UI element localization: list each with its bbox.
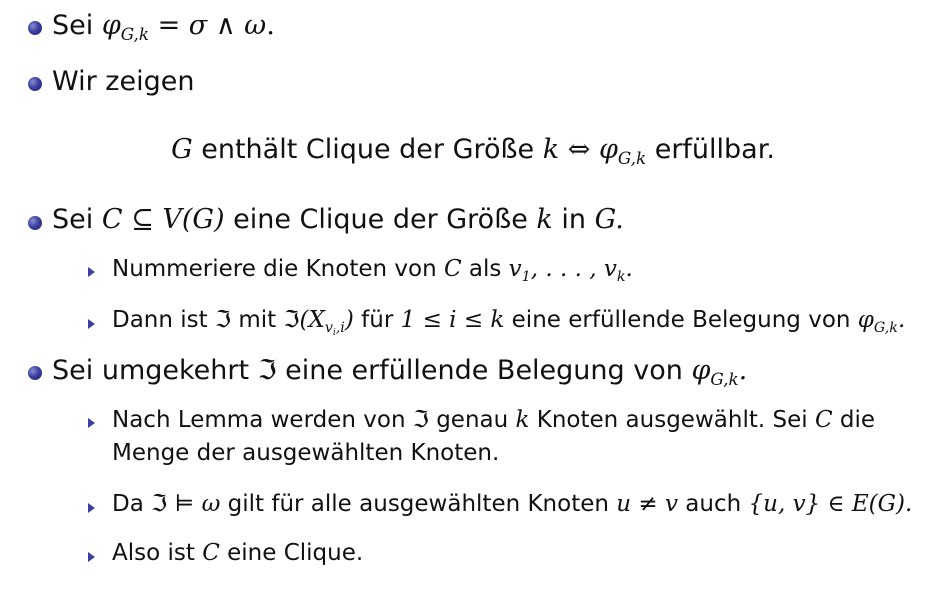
text: auch [685,491,742,517]
subbullet-line-4 [112,491,912,517]
math-expression: $v_1$, . . . , $v_k$. [508,256,633,285]
text: als [468,256,502,282]
text: mit [238,307,277,333]
text: für [361,307,394,333]
math-expression: C [814,407,833,433]
bullet-line-4 [52,355,747,389]
subbullet-icon [88,418,95,428]
text: in [561,204,587,235]
text: Knoten ausgewählt. Sei [536,407,808,433]
text: die [839,407,875,433]
math-expression: $\varphi_{G,k}$ [101,10,149,44]
subbullet-line-3-continued [112,440,499,466]
math-expression: C [202,540,220,566]
bullet-line-2 [52,66,194,97]
math-expression: G. [594,204,624,235]
bullet-icon [28,216,42,230]
text: Sei [52,10,94,41]
math-expression: k [515,407,530,433]
subbullet-line-5 [112,540,363,566]
text: eine erfüllende Belegung von [285,355,683,386]
math-expression: u ≠ v [616,491,678,517]
subbullet-line-3 [112,407,875,433]
bullet-icon [28,366,42,380]
text: Menge der ausgewählten Knoten. [112,440,500,466]
text: Wir zeigen [52,66,195,97]
math-expression: 1 ≤ i ≤ k [400,307,505,333]
text: eine Clique der Größe [233,204,528,235]
subbullet-icon [88,319,95,329]
text: erfüllbar. [654,134,775,165]
subbullet-line-1 [112,256,633,285]
text: Nach Lemma werden von [112,407,406,433]
math-expression: $ℑ(X_{v_i,i})$ [283,307,354,339]
text: Dann ist [112,307,208,333]
math-expression: {u, v} ∈ E(G). [748,491,913,517]
subbullet-icon [88,503,95,513]
subbullet-line-2 [112,307,905,338]
math-expression: ℑ [257,355,277,386]
math-expression: $\varphi_{G,k}$. [857,307,906,336]
text: eine Clique. [227,540,364,566]
math-expression: k [536,204,553,235]
text: genau [436,407,509,433]
text: Sei [52,204,94,235]
math-expression: ℑ ⊨ ω [151,491,221,517]
display-statement [0,134,946,168]
bullet-line-3 [52,204,624,235]
subbullet-icon [88,267,95,277]
math-expression: k [542,134,560,165]
math-expression: G [171,134,193,165]
text: eine erfüllende Belegung von [511,307,851,333]
math-expression: ℑ [412,407,429,433]
text: Da [112,491,144,517]
bullet-icon [28,77,42,91]
math-expression: = σ ∧ ω. [149,10,275,41]
subbullet-icon [88,552,95,562]
text: Also ist [112,540,195,566]
math-expression: C [443,256,462,282]
math-expression: ⇔ [567,134,591,165]
text: gilt für alle ausgewählten Knoten [227,491,609,517]
text: Sei umgekehrt [52,355,250,386]
bullet-icon [28,21,42,35]
bullet-line-1 [52,10,275,44]
math-expression: C ⊆ V(G) [101,204,225,235]
math-expression: ℑ [214,307,232,333]
text: Nummeriere die Knoten von [112,256,437,282]
math-expression: $\varphi_{G,k}$. [691,355,748,389]
math-expression: $\varphi_{G,k}$ [598,134,647,168]
text: enthält Clique der Größe [201,134,535,165]
